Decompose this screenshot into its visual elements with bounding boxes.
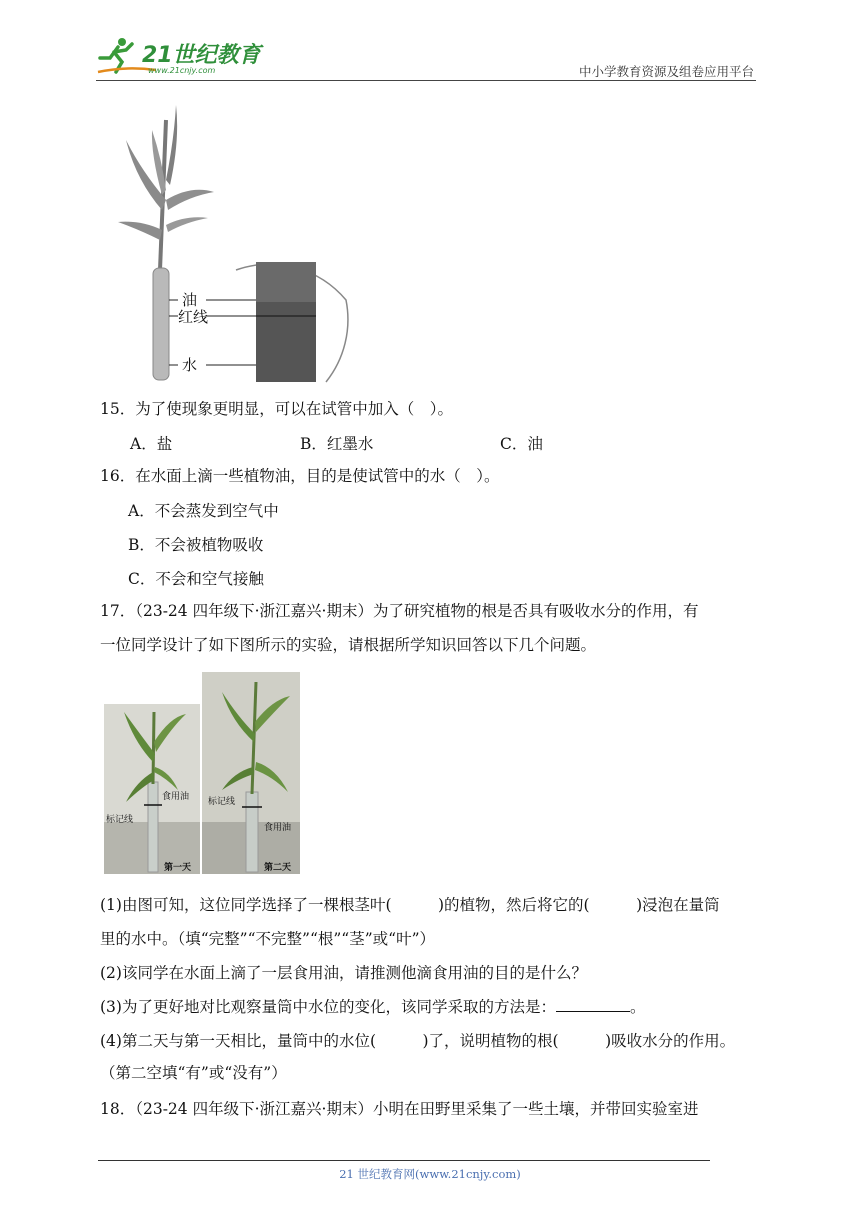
q17-sub3: [100, 996, 764, 1018]
q17-sub4-line1: (4)第二天与第一天相比，量筒中的水位( )了，说明植物的根( )吸收水分的作用。: [100, 1032, 736, 1050]
label-red-line: 红线: [178, 308, 209, 326]
plant-test-tube-figure: [96, 100, 356, 390]
day2-mark-label: 标记线: [208, 797, 236, 807]
q16-option-c: C．不会和空气接触: [128, 570, 264, 588]
label-water: 水: [182, 356, 198, 374]
day1-oil-label: 食用油: [162, 792, 190, 802]
label-oil: 油: [182, 291, 198, 309]
photo-day2: [202, 672, 300, 874]
q17-line1: 17．（23-24 四年级下·浙江嘉兴·期末）为了研究植物的根是否具有吸收水分的作用，有: [100, 602, 699, 620]
header-platform-text: 中小学教育资源及组卷应用平台: [578, 64, 754, 79]
photo-day1: [104, 704, 200, 874]
logo-text: 21世纪教育: [142, 43, 261, 68]
q16-stem: 16．在水面上滴一些植物油，目的是使试管中的水（ ）。: [100, 467, 500, 485]
experiment-photos: [104, 672, 300, 874]
day1-mark-label: 标记线: [106, 815, 134, 825]
q15-option-c: C．油: [500, 435, 543, 453]
q15-option-b: B．红墨水: [300, 435, 374, 453]
day1-caption: 第一天: [164, 863, 192, 873]
day2-oil-label: 食用油: [264, 823, 292, 833]
q18-line1: 18．（23-24 四年级下·浙江嘉兴·期末）小明在田野里采集了一些土壤，并带回实验室进: [100, 1100, 699, 1118]
site-logo: [96, 36, 266, 78]
logo-url: www.21cnjy.com: [148, 66, 216, 75]
q15-stem: 15．为了使现象更明显，可以在试管中加入（ ）。: [100, 400, 453, 418]
q17-sub1-line1: (1)由图可知，这位同学选择了一棵根茎叶( )的植物，然后将它的( )浸泡在量筒: [100, 896, 720, 914]
q17-sub3-text: (3)为了更好地对比观察量筒中水位的变化，该同学采取的方法是：: [100, 998, 556, 1016]
footer-divider: [98, 1160, 710, 1161]
answer-blank[interactable]: [556, 997, 630, 1012]
header-divider: [96, 80, 756, 81]
q17-line2: 一位同学设计了如下图所示的实验，请根据所学知识回答以下几个问题。: [100, 636, 597, 654]
footer-text[interactable]: 21 世纪教育网(www.21cnjy.com): [339, 1167, 521, 1181]
q15-option-a: A．盐: [130, 435, 173, 453]
q17-sub4-line2: （第二空填“有”或“没有”）: [100, 1064, 287, 1082]
q17-sub1-line2: 里的水中。（填“完整”“不完整”“根”“茎”或“叶”）: [100, 930, 435, 948]
q17-sub3-end: 。: [629, 998, 646, 1016]
day2-caption: 第二天: [264, 863, 292, 873]
q16-option-a: A．不会蒸发到空气中: [128, 502, 279, 520]
q16-option-b: B．不会被植物吸收: [128, 536, 264, 554]
q17-sub2: (2)该同学在水面上滴了一层食用油，请推测他滴食用油的目的是什么？: [100, 964, 587, 982]
